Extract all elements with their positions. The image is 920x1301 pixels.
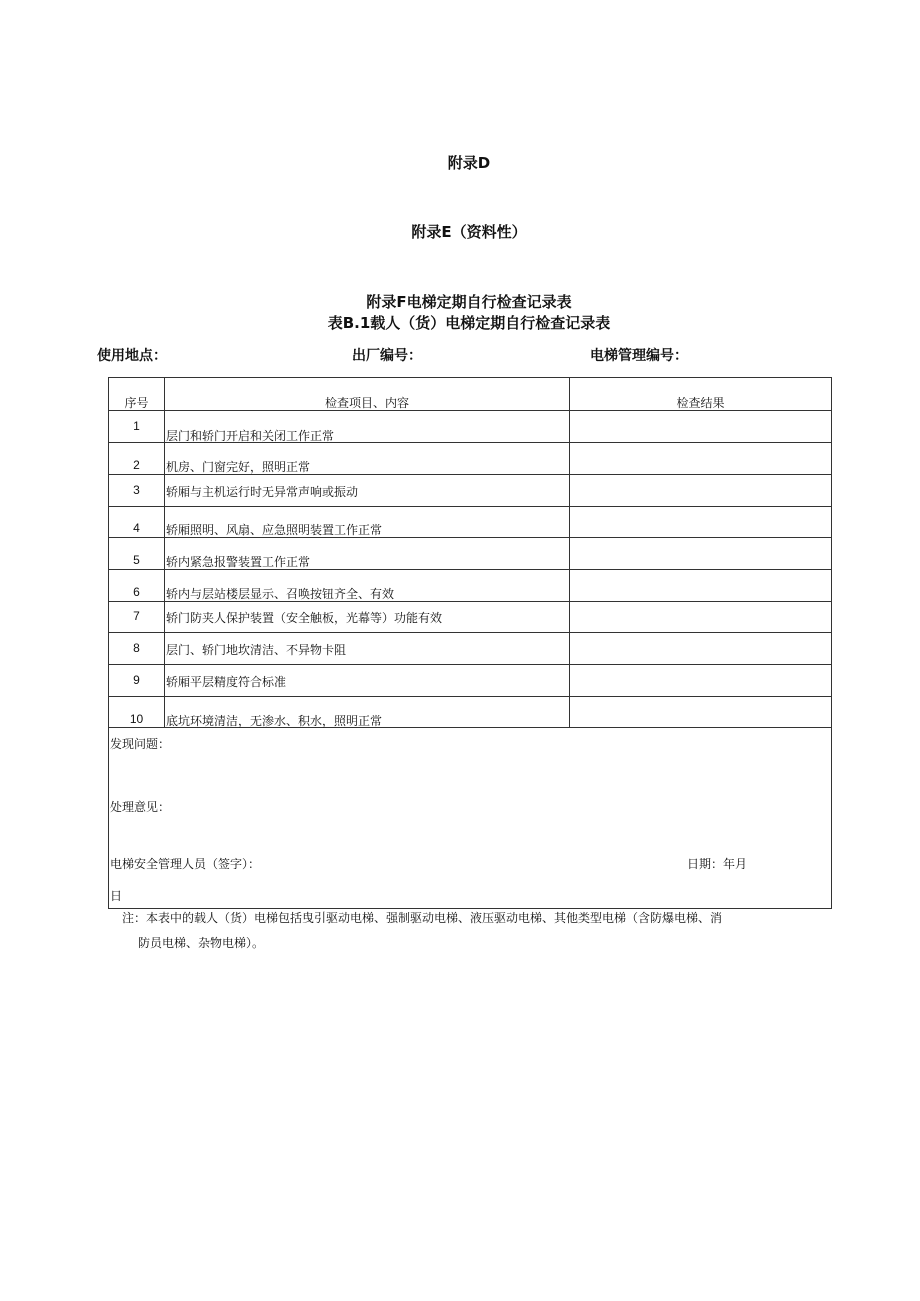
row-item: 层门和轿门开启和关闭工作正常 (166, 429, 335, 443)
row-number: 10 (129, 712, 144, 726)
row-item: 轿厢与主机运行时无异常声响或振动 (166, 485, 359, 499)
row-number: 2 (133, 458, 140, 472)
row-divider (109, 632, 831, 633)
appendix-e-heading: 附录E（资料性） (411, 223, 527, 241)
note-line-1: 注：本表中的载人（货）电梯包括曳引驱动电梯、强制驱动电梯、液压驱动电梯、其他类型电梯（含防爆电梯、消 (122, 911, 723, 925)
row-number: 8 (133, 641, 140, 655)
row-number: 4 (133, 521, 140, 535)
date-day-label: 日 (110, 889, 123, 903)
column-header-result: 检查结果 (676, 396, 725, 410)
row-number: 1 (133, 419, 140, 433)
row-number: 9 (133, 673, 140, 687)
row-number: 6 (133, 585, 140, 599)
row-item: 轿门防夹人保护装置（安全触板，光幕等）功能有效 (166, 611, 443, 625)
date-label: 日期：年月 (687, 857, 748, 871)
inspection-record-table (108, 377, 832, 909)
appendix-f-heading: 附录F电梯定期自行检查记录表 (366, 293, 572, 311)
note-line-2: 防员电梯、杂物电梯）。 (138, 936, 265, 950)
problems-label: 发现问题： (110, 737, 171, 751)
management-number-label: 电梯管理编号： (590, 348, 688, 364)
row-divider (109, 696, 831, 697)
row-item: 轿厢照明、风扇、应急照明装置工作正常 (166, 523, 383, 537)
opinion-label: 处理意见： (110, 800, 171, 814)
column-divider (569, 378, 570, 727)
row-item: 轿内紧急报警装置工作正常 (166, 555, 311, 569)
row-number: 7 (133, 609, 140, 623)
row-item: 机房、门窗完好，照明正常 (166, 460, 311, 474)
row-number: 5 (133, 553, 140, 567)
column-header-no: 序号 (124, 396, 149, 410)
location-label: 使用地点： (97, 348, 167, 364)
factory-number-label: 出厂编号： (352, 348, 422, 364)
column-header-item: 检查项目、内容 (324, 396, 409, 410)
signer-label: 电梯安全管理人员（签字）： (110, 857, 261, 871)
row-item: 底坑环境清洁，无渗水、积水，照明正常 (166, 714, 383, 728)
table-title: 表B.1载人（货）电梯定期自行检查记录表 (327, 314, 611, 332)
row-item: 层门、轿门地坎清洁、不异物卡阻 (166, 643, 347, 657)
row-number: 3 (133, 483, 140, 497)
appendix-d-heading: 附录D (447, 154, 491, 172)
row-item: 轿内与层站楼层显示、召唤按钮齐全、有效 (166, 587, 395, 601)
row-item: 轿厢平层精度符合标准 (166, 675, 287, 689)
row-divider (109, 506, 831, 507)
row-divider (109, 664, 831, 665)
column-divider (164, 378, 165, 727)
